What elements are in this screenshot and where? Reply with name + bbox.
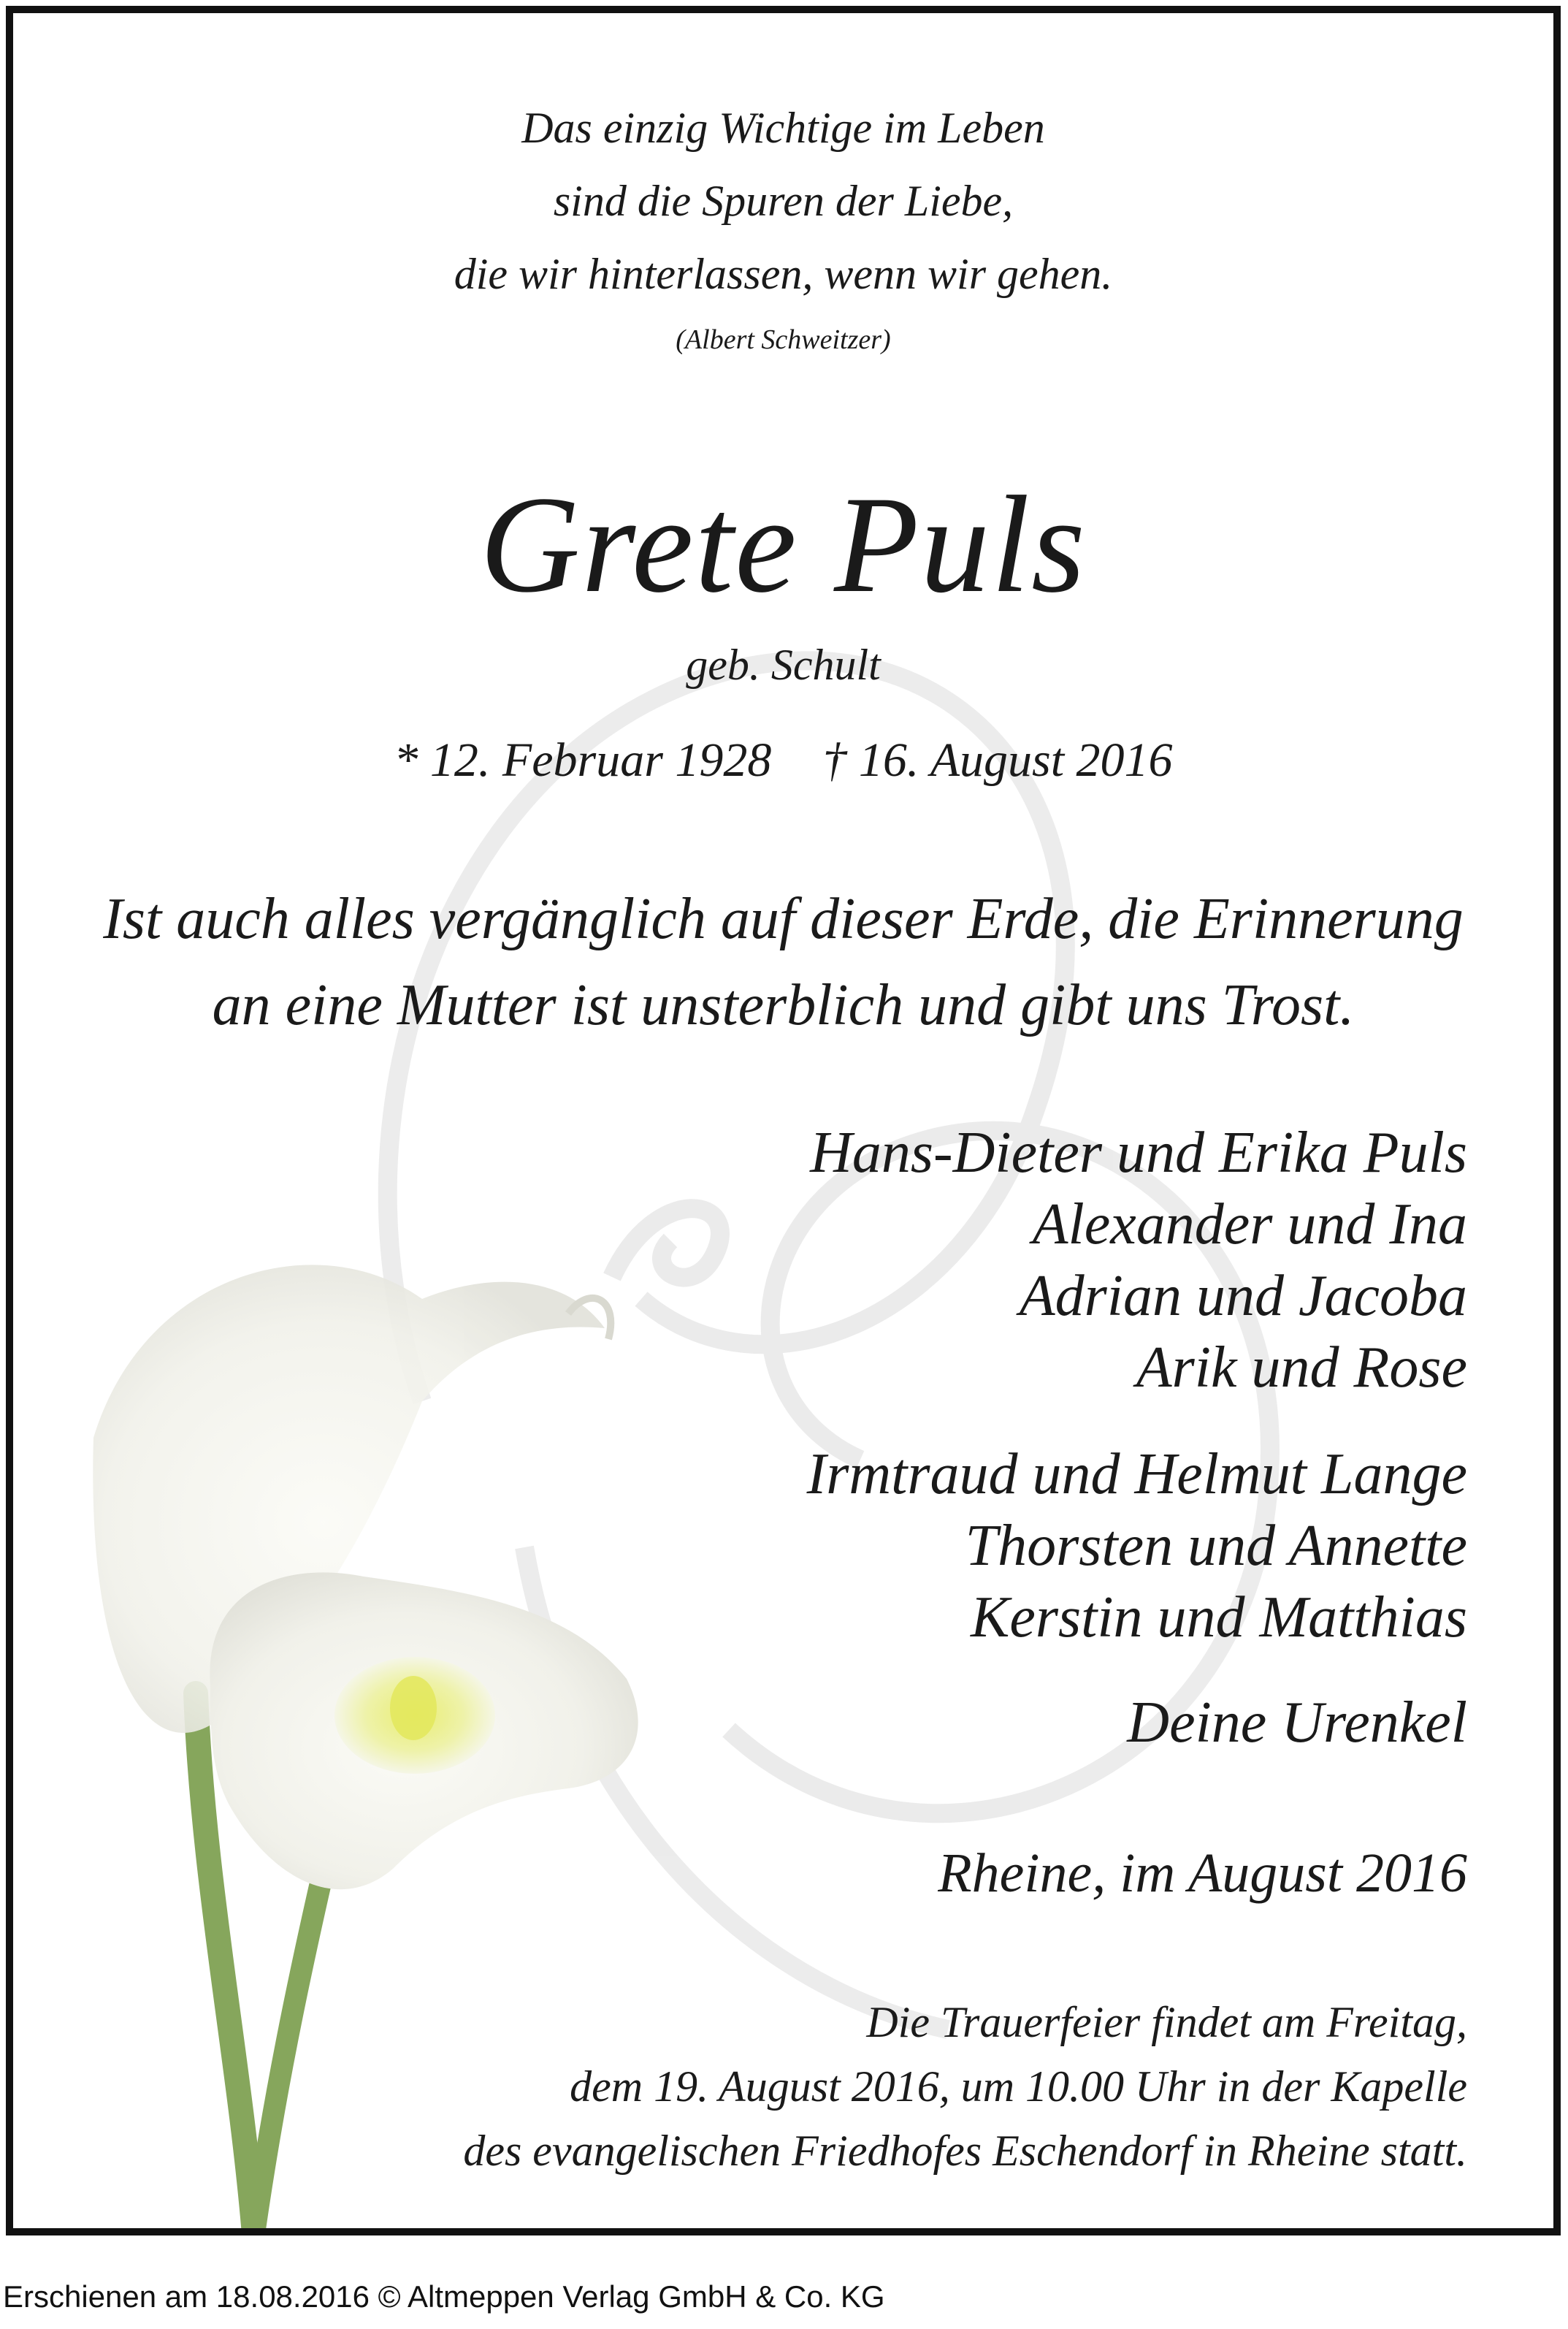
quote-author: (Albert Schweitzer) <box>676 324 891 355</box>
mourner-name: Kerstin und Matthias <box>970 1585 1467 1650</box>
mourner-name: Adrian und Jacoba <box>1019 1264 1467 1328</box>
mourner-name: Deine Urenkel <box>1127 1690 1467 1755</box>
mourner-name: Thorsten und Annette <box>965 1514 1467 1578</box>
mourner-name: Arik und Rose <box>1136 1335 1467 1400</box>
publication-footer: Erschienen am 18.08.2016 © Altmeppen Verlag GmbH & Co. KG <box>3 2279 885 2314</box>
verse-line: an eine Mutter ist unsterblich und gibt uns Trost. <box>212 973 1355 1037</box>
birth-date: * 12. Februar 1928 <box>394 733 772 787</box>
service-line: Die Trauerfeier findet am Freitag, <box>866 1998 1467 2046</box>
quote-line: Das einzig Wichtige im Leben <box>521 104 1045 152</box>
mourner-name: Irmtraud und Helmut Lange <box>806 1442 1467 1506</box>
mourner-name: Alexander und Ina <box>1032 1192 1467 1257</box>
mourner-name: Hans-Dieter und Erika Puls <box>810 1121 1467 1185</box>
death-date: † 16. August 2016 <box>822 733 1173 787</box>
front-lily <box>210 1572 638 1889</box>
quote-line: die wir hinterlassen, wenn wir gehen. <box>454 250 1113 298</box>
deceased-name: Grete Puls <box>480 468 1087 622</box>
service-line: dem 19. August 2016, um 10.00 Uhr in der Kapelle <box>570 2062 1467 2111</box>
obituary-frame <box>6 6 1561 2235</box>
service-line: des evangelischen Friedhofes Eschendorf in Rheine statt. <box>463 2127 1467 2175</box>
life-dates <box>13 733 1553 787</box>
quote-line: sind die Spuren der Liebe, <box>553 177 1014 225</box>
verse-line: Ist auch alles vergänglich auf dieser Erde, die Erinnerung <box>103 887 1464 951</box>
maiden-name: geb. Schult <box>686 641 881 689</box>
place-date: Rheine, im August 2016 <box>938 1842 1467 1904</box>
